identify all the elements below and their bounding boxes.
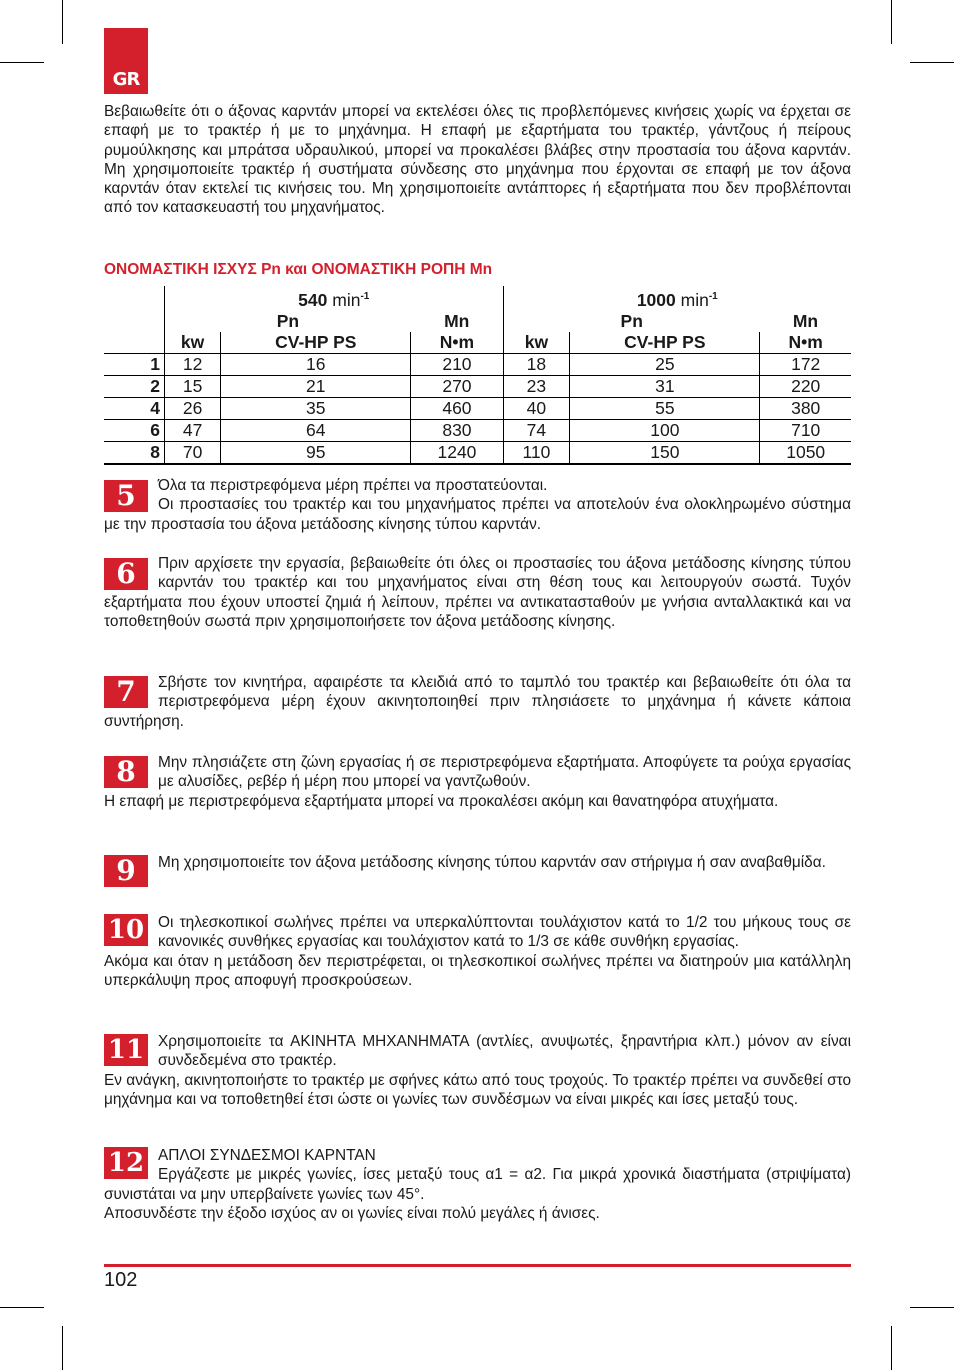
- section-number-badge: 5: [104, 480, 148, 512]
- table-row: 1 12 16 210 18 25 172: [104, 353, 851, 375]
- cv-header: CV-HP PS: [570, 332, 760, 354]
- section-10-text: Οι τηλεσκοπικοί σωλήνες πρέπει να υπερκαλύπτονται τουλάχιστον κατά το 1/2 του μήκους τους σε κανονικές συνθήκες εργασίας και τουλάχιστον κατά το 1/3 σε κάθε συνθήκη εργασίας. Ακόμα και όταν η μετάδοση δεν περιστρέφεται, οι τηλεσκοπικοί σωλήνες πρέπει να διατηρούν μια κατάλληλη υπερκάλυψη προς αποφυγή προσκρούσεων.: [104, 914, 851, 989]
- section-12-text: ΑΠΛΟΙ ΣΥΝΔΕΣΜΟΙ ΚΑΡΝΤΑΝ Εργάζεστε με μικρές γωνίες, ίσες μεταξύ τους α1 = α2. Για μικρά χρονικά διαστήματα (στριψίματα) συνιστάται να μην υπερβαίνετε γωνίες των 45°. Αποσυνδέστε την έξοδο ισχύος αν οι γωνίες είναι πολύ μεγάλες ή άνισες.: [104, 1147, 851, 1222]
- crop-mark: [62, 1326, 63, 1370]
- crop-mark: [0, 62, 44, 63]
- speed-1000-header: 1000 $\min^{-1}$: [636, 289, 718, 310]
- pn-header: Pn: [276, 310, 300, 331]
- section-5-text: Όλα τα περιστρεφόμενα μέρη πρέπει να προστατεύονται. Οι προστασίες του τρακτέρ και του μηχανήματος πρέπει να αποτελούν ένα ολοκληρωμένο σύστημα με την προστασία του άξονα μετάδοσης κίνησης τύπου καρντάν.: [104, 477, 851, 533]
- speed-540-header: 540 $\min^{-1}$: [165, 286, 504, 311]
- table-row: 6 47 64 830 74 100 710: [104, 419, 851, 441]
- section-number-badge: 11: [104, 1034, 148, 1066]
- crop-mark: [0, 1307, 44, 1308]
- section-number-badge: 12: [104, 1147, 148, 1179]
- page-number: 102: [104, 1269, 138, 1291]
- kw-header: kw: [503, 332, 570, 354]
- cv-header: CV-HP PS: [221, 332, 411, 354]
- footer-rule: [104, 1264, 851, 1267]
- table-heading: ΟΝΟΜΑΣΤΙΚΗ ΙΣΧΥΣ Pn και ΟΝΟΜΑΣΤΙΚΗ ΡΟΠΗ Mn: [104, 261, 493, 278]
- nm-header: N•m: [760, 332, 851, 354]
- crop-mark: [891, 1326, 892, 1370]
- mn-header: Mn: [792, 310, 819, 331]
- power-torque-table: [104, 286, 851, 465]
- section-number-badge: 9: [104, 855, 148, 887]
- pn-header: Pn: [620, 310, 643, 331]
- crop-mark: [62, 0, 63, 44]
- crop-mark: [910, 1307, 954, 1308]
- intro-paragraph: Βεβαιωθείτε ότι ο άξονας καρντάν μπορεί να εκτελέσει όλες τις προβλεπόμενες κινήσεις χωρίς να έρχεται σε επαφή με το τρακτέρ ή με το μηχάνημα. Η επαφή με εξαρτήματα του τρακτέρ, γάντζους ή πείρους ρυμούλκησης και μπράτσα υδραυλικού, μπορεί να προκαλέσει βλάβες στην προστασία του άξονα καρντάν. Μη χρησιμοποιείτε τρακτέρ ή συστήματα σύνδεσης στο μηχάνημα που έρχονται σε επαφή με τον άξονα καρντάν όταν εκτελεί τις κινήσεις του. Μη χρησιμοποιείτε αντάπτορες ή εξαρτήματα που δεν προβλέπονται από τον κατασκευαστή του μηχανήματος.: [104, 103, 851, 217]
- section-9-text: Μη χρησιμοποιείτε τον άξονα μετάδοσης κίνησης τύπου καρντάν σαν στήριγμα ή σαν αναβαθμίδα.: [158, 854, 826, 871]
- section-7-text: Σβήστε τον κινητήρα, αφαιρέστε τα κλειδιά από το ταμπλό του τρακτέρ και βεβαιωθείτε ότι όλα τα περιστρεφόμενα μέρη έχουν ακινητοποιηθεί πριν πλησιάσετε το μηχάνημα ή κάνετε κάποια συντήρηση.: [104, 674, 851, 730]
- kw-header: kw: [165, 332, 221, 354]
- section-number-badge: 6: [104, 558, 148, 590]
- mn-header: Mn: [411, 311, 503, 332]
- table-row: 2 15 21 270 23 31 220: [104, 375, 851, 397]
- crop-mark: [891, 0, 892, 44]
- nm-header: N•m: [411, 332, 503, 354]
- section-8-text: Μην πλησιάζετε στη ζώνη εργασίας ή σε περιστρεφόμενα εξαρτήματα. Αποφύγετε τα ρούχα εργασίας με αλυσίδες, ρεβέρ ή μέρη που μπορεί να γαντζωθούν. Η επαφή με περιστρεφόμενα εξαρτήματα μπορεί να προκαλέσει ακόμη και θανατηφόρα ατυχήματα.: [104, 754, 851, 810]
- table-row: 4 26 35 460 40 55 380: [104, 397, 851, 419]
- section-number-badge: 10: [104, 914, 148, 946]
- section-6-text: Πριν αρχίσετε την εργασία, βεβαιωθείτε ότι όλες οι προστασίες του άξονα μετάδοσης κίνησης τύπου καρντάν του τρακτέρ και του μηχανήματος είναι στη θέση τους και λειτουργούν σωστά. Τυχόν εξαρτήματα που έχουν υποστεί ζημιά ή λείπουν, πρέπει να αντικατασταθούν με γνήσια ανταλλακτικά και να τοποθετηθούν σωστά πριν χρησιμοποιήσετε τον άξονα μετάδοσης κίνησης.: [104, 555, 851, 630]
- crop-mark: [910, 62, 954, 63]
- language-tab: GR: [104, 28, 148, 94]
- section-number-badge: 8: [104, 756, 148, 788]
- table-row: 8 70 95 1240 110 150 1050: [104, 441, 851, 464]
- section-number-badge: 7: [104, 676, 148, 708]
- section-11-text: Χρησιμοποιείτε τα ΑΚΙΝΗΤΑ ΜΗΧΑΝΗΜΑΤΑ (αντλίες, ανυψωτές, ξηραντήρια κλπ.) μόνον αν είναι συνδεδεμένα στο τρακτέρ. Εν ανάγκη, ακινητοποιήστε το τρακτέρ με σφήνες κάτω από τους τροχούς. Το τρακτέρ πρέπει να συνδεθεί στο μηχάνημα και να τοποθετηθεί έτσι ώστε οι γωνίες των συνδέσμων να είναι μικρές και ίσες μεταξύ τους.: [104, 1033, 851, 1108]
